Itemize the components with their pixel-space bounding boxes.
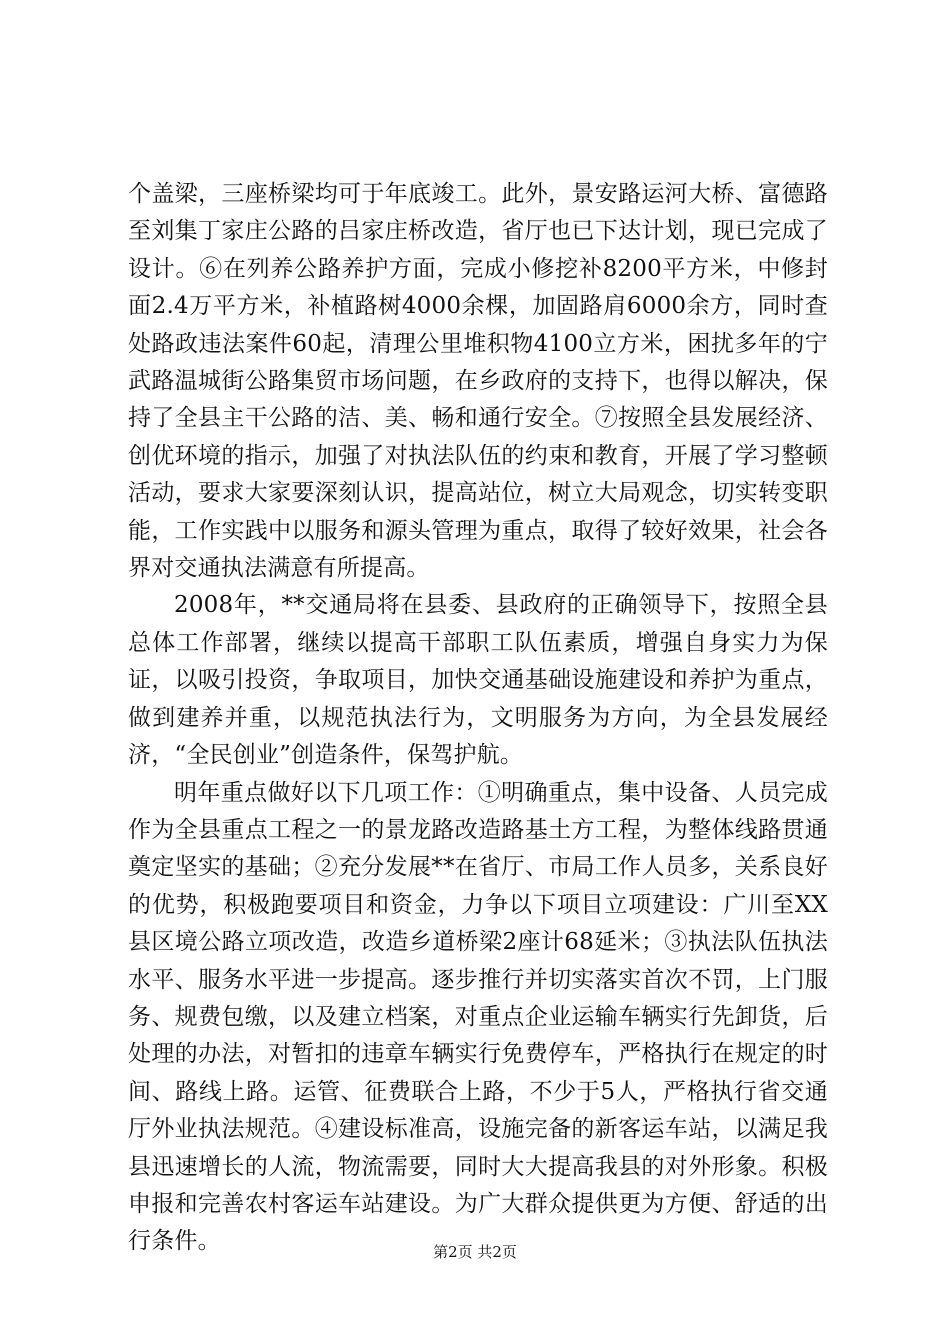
paragraph-2008-plan: 2008年，**交通局将在县委、县政府的正确领导下，按照全县总体工作部署，继续以提高干部职工队伍素质，增强自身实力为保证，以吸引投资，争取项目，加快交通基础设施建设和养护为重点，做到建养并重，以规范执法行为，文明服务为方向，为全县发展经济，“全民创业”创造条件，保驾护航。 — [128, 592, 828, 769]
document-body — [128, 176, 828, 1261]
paragraph-next-year-work: 明年重点做好以下几项工作：①明确重点，集中设备、人员完成作为全县重点工程之一的景龙路改造路基土方工程，为整体线路贯通奠定坚实的基础；②充分发展**在省厅、市局工作人员多，关系良好的优势，积极跑要项目和资金，力争以下项目立项建设：广川至XX县区境公路立项改造，改造乡道桥梁2座计68延米；③执法队伍执法水平、服务水平进一步提高。逐步推行并切实落实首次不罚，上门服务、规费包缴，以及建立档案，对重点企业运输车辆实行先卸货，后处理的办法，对暂扣的违章车辆实行免费停车，严格执行在规定的时间、路线上路。运管、征费联合上路，不少于5人，严格执行省交通厅外业执法规范。④建设标准高，设施完备的新客运车站，以满足我县迅速增长的人流，物流需要，同时大大提高我县的对外形象。积极申报和完善农村客运车站建设。为广大群众提供更为方便、舒适的出行条件。 — [128, 779, 828, 1255]
page-footer: 第2页 共2页 — [433, 1243, 517, 1261]
paragraph-continuation: 个盖梁，三座桥梁均可于年底竣工。此外，景安路运河大桥、富德路至刘集丁家庄公路的吕家庄桥改造，省厅也已下达计划，现已完成了设计。⑥在列养公路养护方面，完成小修挖补8200平方米，中修封面2.4万平方米，补植路树4000余棵，加固路肩6000余方，同时查处路政违法案件60起，清理公里堆积物4100立方米，困扰多年的宁武路温城街公路集贸市场问题，在乡政府的支持下，也得以解决，保持了全县主干公路的洁、美、畅和通行安全。⑦按照全县发展经济、创优环境的指示，加强了对执法队伍的约束和教育，开展了学习整顿活动，要求大家要深刻认识，提高站位，树立大局观念，切实转变职能，工作实践中以服务和源头管理为重点，取得了较好效果，社会各界对交通执法满意有所提高。 — [128, 181, 828, 582]
